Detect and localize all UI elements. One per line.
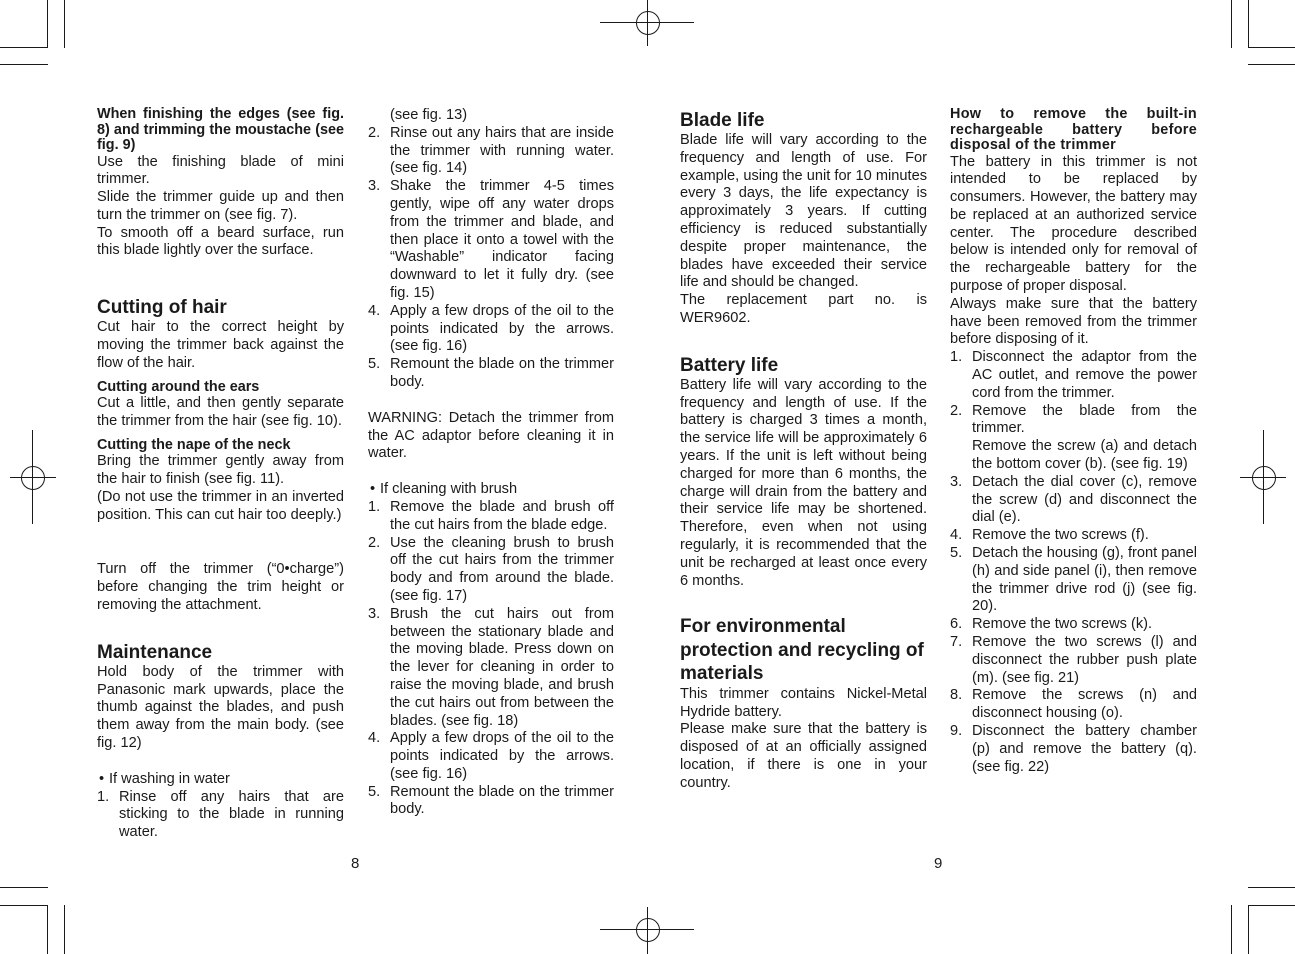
edges-heading: When finishing the edges (see fig. 8) and trimming the moustache (see fig. 9) bbox=[97, 106, 344, 153]
left-page-column-1 bbox=[97, 107, 344, 842]
nape-heading: Cutting the nape of the neck bbox=[97, 436, 291, 453]
page-number-left: 8 bbox=[351, 855, 360, 872]
step-1-continued: (see fig. 13) bbox=[390, 107, 468, 123]
list-item: 5. Remount the blade on the trimmer body. bbox=[368, 356, 614, 390]
environment-title: For environmental protection and recycling of materials bbox=[680, 616, 924, 685]
washing-bullet: • If washing in water bbox=[99, 770, 230, 787]
list-item: 2. Remove the blade from the trimmer. Remove the screw (a) and detach the bottom cover (b). (see fig. 19) bbox=[950, 402, 1197, 473]
list-item: 6. Remove the two screws (k). bbox=[950, 616, 1153, 633]
brush-bullet: • If cleaning with brush bbox=[370, 481, 518, 498]
ears-paragraph: Cut a little, and then gently separate the trimmer from the hair (see fig. 10). bbox=[97, 395, 344, 429]
environment-paragraph-1: This trimmer contains Nickel-Metal Hydride battery. bbox=[680, 685, 927, 720]
list-item: 4. Remove the two screws (f). bbox=[950, 527, 1149, 544]
battery-removal-steps bbox=[950, 349, 1197, 776]
list-item: 1. Rinse off any hairs that are sticking to the blade in running water. bbox=[97, 788, 344, 841]
cutting-paragraph: Cut hair to the correct height by moving the trimmer back against the flow of the hair. bbox=[97, 319, 344, 371]
warning-paragraph: WARNING: Detach the trimmer from the AC adaptor before cleaning it in water. bbox=[368, 409, 614, 462]
left-page-column-2 bbox=[368, 107, 614, 819]
battery-removal-paragraph-1: The battery in this trimmer is not intended to be replaced by consumers. However, the battery may be replaced at an authorized service center. The procedure described below is intended only for removal of the rechargeable battery for the purpose of proper disposal. bbox=[950, 153, 1197, 295]
replacement-part-paragraph: The replacement part no. is WER9602. bbox=[680, 292, 927, 326]
edges-paragraph-1: Use the finishing blade of mini trimmer. bbox=[97, 153, 344, 188]
list-item: 3. Shake the trimmer 4-5 times gently, wipe off any water drops from the trimmer and blade, and then place it onto a towel with the “Washable” indicator facing downward to let it fully dry. (see fig. 15) bbox=[368, 178, 614, 301]
right-page-column-3 bbox=[680, 107, 927, 793]
list-item: 2. Rinse out any hairs that are inside the trimmer with running water. (see fig. 14) bbox=[368, 124, 614, 177]
brush-steps bbox=[368, 499, 614, 819]
nape-paragraph-2: (Do not use the trimmer in an inverted position. This can cut hair too deeply.) bbox=[97, 488, 344, 523]
maintenance-title: Maintenance bbox=[97, 641, 213, 663]
edges-paragraph-2: Slide the trimmer guide up and then turn the trimmer on (see fig. 7). bbox=[97, 189, 344, 223]
battery-life-title: Battery life bbox=[680, 354, 779, 376]
list-item: 4. Apply a few drops of the oil to the points indicated by the arrows. (see fig. 16) bbox=[368, 302, 614, 355]
list-item: 1. Disconnect the adaptor from the AC outlet, and remove the power cord from the trimmer. bbox=[950, 349, 1197, 401]
blade-life-title: Blade life bbox=[680, 110, 765, 131]
list-item: 8. Remove the screws (n) and disconnect housing (o). bbox=[950, 687, 1197, 722]
washing-steps bbox=[368, 125, 614, 392]
cutting-of-hair-title: Cutting of hair bbox=[97, 297, 227, 319]
page-number-right: 9 bbox=[934, 855, 943, 872]
battery-life-paragraph: Battery life will vary according to the frequency and length of use. If the battery is charged 3 times a month, the service life will be approximately 6 years. If the unit is left without being charged for more than 6 months, the charge will drain from the battery and their service life may be shortened. Therefore, even when not using regularly, it is recommended that the unit be recharged at least once every 6 months. bbox=[680, 376, 927, 589]
turn-off-paragraph: Turn off the trimmer (“0•charge”) before changing the trim height or removing the attachment. bbox=[97, 561, 344, 614]
washing-steps-start bbox=[97, 789, 344, 842]
list-item: 1. Remove the blade and brush off the cut hairs from the blade edge. bbox=[368, 498, 614, 533]
list-item: 9. Disconnect the battery chamber (p) and remove the battery (q). (see fig. 22) bbox=[950, 723, 1197, 775]
list-item: 5. Remount the blade on the trimmer body. bbox=[368, 783, 614, 818]
environment-paragraph-2: Please make sure that the battery is disposed of at an officially assigned location, if there is one in your country. bbox=[680, 721, 927, 791]
nape-paragraph-1: Bring the trimmer gently away from the hair to finish (see fig. 11). bbox=[97, 453, 344, 488]
battery-removal-paragraph-2: Always make sure that the battery have been removed from the trimmer before disposing of it. bbox=[950, 295, 1197, 348]
battery-removal-heading: How to remove the built-in rechargeable battery before disposal of the trimmer bbox=[950, 106, 1197, 153]
maintenance-paragraph: Hold body of the trimmer with Panasonic mark upwards, place the thumb against the blades, and push them away from the main body. (see fig. 12) bbox=[97, 663, 344, 752]
list-item: 7. Remove the two screws (l) and disconnect the rubber push plate (m). (see fig. 21) bbox=[950, 634, 1197, 686]
list-item: 2. Use the cleaning brush to brush off the cut hairs from the trimmer body and from around the blade. (see fig. 17) bbox=[368, 534, 614, 604]
blade-life-paragraph: Blade life will vary according to the frequency and length of use. For example, using the unit for 10 minutes every 3 days, the life expectancy is approximately 3 years. If cutting efficiency is reduced substantially despite proper maintenance, the blades have exceeded their service life and should be changed. bbox=[680, 132, 927, 291]
list-item: 3. Detach the dial cover (c), remove the screw (d) and disconnect the dial (e). bbox=[950, 473, 1197, 526]
list-item: 5. Detach the housing (g), front panel (h) and side panel (i), then remove the trimmer drive rod (j) (see fig. 20). bbox=[950, 545, 1197, 615]
list-item: 3. Brush the cut hairs out from between the stationary blade and the moving blade. Press down on the lever for cleaning in order to raise the moving blade, and brush the cut hairs out from between the blades. (see fig. 18) bbox=[368, 605, 614, 729]
edges-paragraph-3: To smooth off a beard surface, run this blade lightly over the surface. bbox=[97, 224, 344, 259]
ears-heading: Cutting around the ears bbox=[97, 378, 260, 395]
list-item: 4. Apply a few drops of the oil to the points indicated by the arrows. (see fig. 16) bbox=[368, 730, 614, 782]
right-page-column-4 bbox=[950, 107, 1197, 776]
